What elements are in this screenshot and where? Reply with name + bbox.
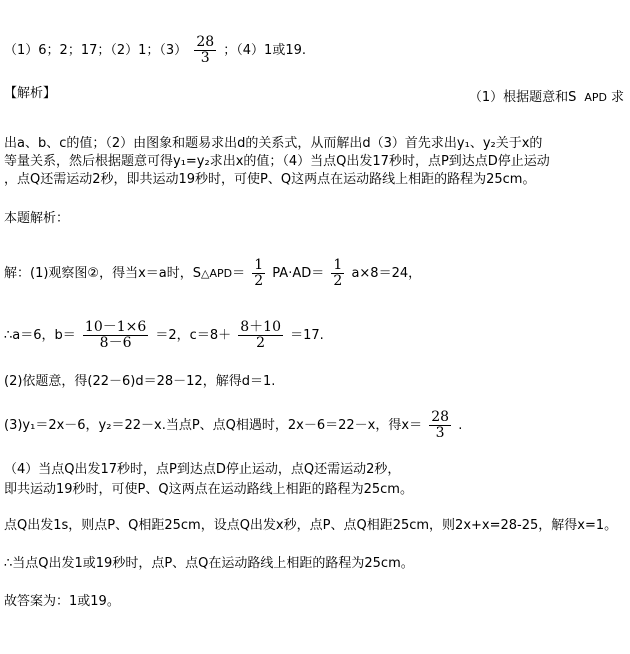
solution-1-text-a: 解：(1)观察图②，得当x＝a时，S [4, 266, 201, 281]
solution-1b-text-c: ＝17. [290, 328, 324, 343]
solution-1b-fraction-2-den: 2 [256, 335, 266, 351]
solution-3-fraction-num: 28 [431, 409, 450, 425]
solution-3-fraction [429, 410, 451, 441]
analysis-title: 【解析】 [4, 86, 57, 101]
answer-fraction-numerator: 28 [196, 34, 215, 50]
final-answer: 故答案为：1或19。 [4, 594, 120, 609]
solution-1-fraction-2-num: 1 [333, 257, 343, 273]
solution-1b-fraction-1-num: 10－1×6 [84, 319, 147, 335]
answer-line [4, 35, 306, 66]
solution-1 [4, 258, 421, 289]
solution-title: 本题解析： [4, 211, 70, 226]
solution-3-text-b: . [458, 418, 463, 433]
solution-1-text-d: a×8＝24， [351, 266, 422, 281]
solution-1-fraction-1-num: 1 [254, 257, 264, 273]
solution-1-text-c: PA·AD＝ [272, 266, 325, 281]
solution-5: 点Q出发1s，则点P、Q相距25cm，设点Q出发x秒，点P、点Q相距25cm，则2x+x=28-25，解得x=1。 [4, 518, 618, 533]
solution-1b-fraction-1-den: 8－6 [99, 335, 132, 351]
solution-3 [4, 410, 462, 441]
solution-3-fraction-den: 3 [435, 425, 445, 441]
analysis-line-3: ，点Q还需运动2秒，即共运动19秒时，可使P、Q这两点在运动路线上相距的路程为25cm。 [4, 172, 536, 187]
solution-1b-fraction-2-num: 8＋10 [240, 319, 281, 335]
solution-1-subscript: △APD [200, 267, 233, 280]
solution-4-line-2: 即共运动19秒时，可使P、Q这两点在运动路线上相距的路程为25cm。 [4, 482, 413, 497]
solution-3-text-a: (3)y₁＝2x－6，y₂＝22－x.当点P、点Q相遇时，2x－6＝22－x，得x＝ [4, 418, 423, 433]
solution-1-fraction-1 [252, 258, 265, 289]
solution-6: ∴当点Q出发1或19秒时，点P、点Q在运动路线上相距的路程为25cm。 [4, 556, 414, 571]
answer-text-1: （1）6；2；17；（2）1；（3） [4, 43, 188, 58]
solution-2: (2)依题意，得(22－6)d＝28－12，解得d＝1. [4, 374, 276, 389]
solution-1b-fraction-1 [83, 320, 148, 351]
answer-fraction [194, 35, 216, 66]
solution-4-line-1: （4）当点Q出发17秒时，点P到达点D停止运动，点Q还需运动2秒， [4, 462, 401, 477]
analysis-right-subscript: APD [584, 91, 607, 104]
solution-1-fraction-1-den: 2 [254, 273, 264, 289]
analysis-right-tail: 求 [610, 90, 624, 105]
analysis-right-main: （1）根据题意和S [468, 90, 577, 105]
answer-text-2: ；（4）1或19. [223, 43, 306, 58]
solution-1b-text-b: ＝2，c＝8＋ [155, 328, 232, 343]
solution-1b [4, 320, 324, 351]
analysis-right-text [469, 86, 624, 105]
analysis-line-2: 等量关系，然后根据题意可得y₁=y₂求出x的值；（4）当点Q出发17秒时，点P到达点D停止运动 [4, 154, 550, 169]
solution-1-fraction-2 [331, 258, 344, 289]
solution-1b-text-a: ∴a＝6，b＝ [4, 328, 76, 343]
analysis-line-1: 出a、b、c的值；（2）由图象和题易求出d的关系式，从而解出d（3）首先求出y₁、y₂关于x的 [4, 136, 543, 151]
solution-1b-fraction-2 [238, 320, 283, 351]
solution-1-text-b: ＝ [232, 266, 246, 281]
solution-1-fraction-2-den: 2 [333, 273, 343, 289]
answer-fraction-denominator: 3 [200, 50, 210, 66]
